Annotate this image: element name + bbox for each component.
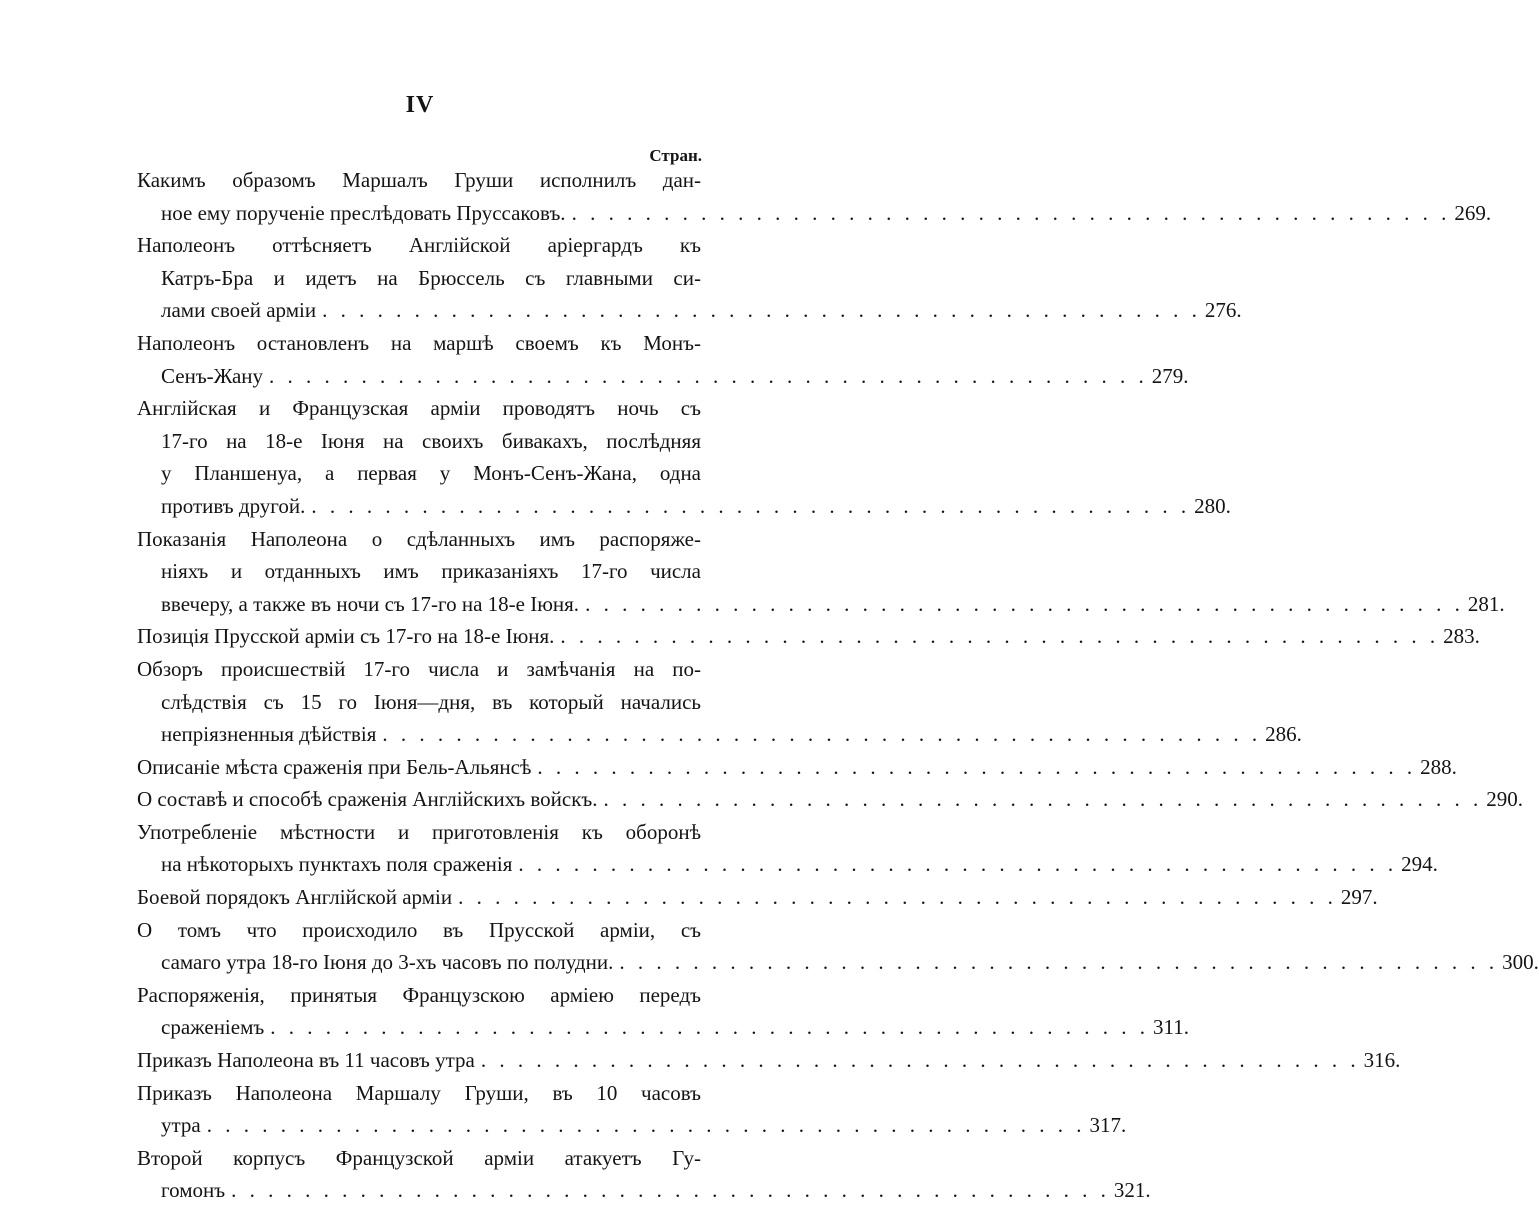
dot-leader: . . . . . . . . . . . . . . . . . . . . . . . . . . . . . . . . . . . . . . . . . . . . . . . .: [560, 624, 1440, 649]
toc-entry-last-line: [137, 1011, 1189, 1044]
toc-entry-line: у Планшенуа, а первая у Монъ-Сенъ-Жана, одна: [161, 461, 701, 486]
toc-page-number: 269.: [1454, 200, 1492, 225]
dot-leader: . . . . . . . . . . . . . . . . . . . . . . . . . . . . . . . . . . . . . . . . . . . . . . . .: [571, 200, 1451, 225]
toc-entry: [137, 783, 1524, 816]
toc-entry: [137, 229, 1242, 327]
dot-leader: . . . . . . . . . . . . . . . . . . . . . . . . . . . . . . . . . . . . . . . . . . . . . . . .: [311, 493, 1191, 518]
toc-entry-text: Позиція Прусской арміи съ 17-го на 18-е Іюня.: [137, 624, 555, 649]
dot-leader: . . . . . . . . . . . . . . . . . . . . . . . . . . . . . . . . . . . . . . . . . . . . . . . .: [518, 852, 1398, 877]
dot-leader: . . . . . . . . . . . . . . . . . . . . . . . . . . . . . . . . . . . . . . . . . . . . . . . .: [585, 591, 1464, 616]
toc-entry-line: Катръ-Бра и идетъ на Брюссель съ главными си-: [161, 265, 701, 290]
toc-entry: [137, 392, 1231, 522]
toc-entry-line: Наполеонъ остановленъ на маршѣ своемъ къ Монъ-: [137, 330, 701, 355]
toc-entry-last-line: [137, 783, 1524, 816]
toc-entry: [137, 164, 1492, 229]
toc-entry-line: Наполеонъ оттѣсняетъ Англійской аріергардъ къ: [137, 233, 701, 258]
toc-page-number: 286.: [1265, 722, 1302, 747]
toc-entry: [137, 1044, 1401, 1077]
toc-entry-text: самаго утра 18-го Іюня до 3-хъ часовъ по полудни.: [161, 950, 614, 975]
toc-entry-last-line: [137, 294, 1242, 327]
toc-entry-text: непріязненныя дѣйствія: [161, 722, 377, 747]
toc-page-number: 316.: [1363, 1048, 1401, 1073]
toc-entry-last-line: [137, 620, 1480, 653]
toc-entry: [137, 523, 1505, 621]
toc-entry-text: сраженіемъ: [161, 1015, 265, 1040]
toc-page-number: 297.: [1340, 885, 1378, 910]
toc-page-number: 311.: [1153, 1015, 1189, 1040]
dot-leader: . . . . . . . . . . . . . . . . . . . . . . . . . . . . . . . . . . . . . . . . . . . . . . . .: [458, 885, 1337, 910]
dot-leader: . . . . . . . . . . . . . . . . . . . . . . . . . . . . . . . . . . . . . . . . . . . . . . . .: [619, 950, 1499, 975]
toc-entry-last-line: [137, 1174, 1151, 1207]
toc-page-number: 280.: [1194, 493, 1231, 518]
toc-entry-last-line: [137, 718, 1302, 751]
dot-leader: . . . . . . . . . . . . . . . . . . . . . . . . . . . . . . . . . . . . . . . . . . . . . . . .: [231, 1178, 1110, 1203]
table-of-contents: [137, 164, 1539, 1207]
toc-entry-last-line: [137, 946, 1539, 979]
toc-entry-last-line: [137, 881, 1378, 914]
toc-entry: [137, 816, 1438, 881]
toc-entry-line: О томъ что происходило въ Прусской арміи, съ: [137, 917, 701, 942]
toc-entry: [137, 620, 1480, 653]
dot-leader: . . . . . . . . . . . . . . . . . . . . . . . . . . . . . . . . . . . . . . . . . . . . . . . .: [269, 363, 1148, 388]
dot-leader: . . . . . . . . . . . . . . . . . . . . . . . . . . . . . . . . . . . . . . . . . . . . . . . .: [480, 1048, 1360, 1073]
toc-page-number: 321.: [1113, 1178, 1151, 1203]
toc-entry-line: Употребленіе мѣстности и приготовленія къ оборонѣ: [137, 819, 701, 844]
toc-entry: [137, 1077, 1127, 1142]
toc-entry: [137, 881, 1378, 914]
toc-entry-last-line: [137, 588, 1505, 621]
dot-leader: . . . . . . . . . . . . . . . . . . . . . . . . . . . . . . . . . . . . . . . . . . . . . . . .: [382, 722, 1262, 747]
dot-leader: . . . . . . . . . . . . . . . . . . . . . . . . . . . . . . . . . . . . . . . . . . . . . . . .: [322, 298, 1201, 323]
toc-entry: [137, 914, 1539, 979]
toc-entry-line: Приказъ Наполеона Маршалу Груши, въ 10 часовъ: [137, 1080, 701, 1105]
dot-leader: . . . . . . . . . . . . . . . . . . . . . . . . . . . . . . . . . . . . . . . . . . . . . . . .: [603, 787, 1483, 812]
toc-entry-text: на нѣкоторыхъ пунктахъ поля сраженія: [161, 852, 513, 877]
toc-entry-last-line: [137, 197, 1492, 230]
dot-leader: . . . . . . . . . . . . . . . . . . . . . . . . . . . . . . . . . . . . . . . . . . . . . . . .: [206, 1113, 1086, 1138]
toc-page-number: 290.: [1486, 787, 1524, 812]
toc-entry: [137, 979, 1189, 1044]
toc-entry-text: ное ему порученіе преслѣдовать Пруссаковъ.: [161, 200, 566, 225]
toc-entry-text: противъ другой.: [161, 493, 306, 518]
toc-entry-line: Обзоръ происшествій 17-го числа и замѣчанія на по-: [137, 656, 701, 681]
toc-entry-text: лами своей арміи: [161, 298, 317, 323]
toc-entry-text: ввечеру, а также въ ночи съ 17-го на 18-е Іюня.: [161, 591, 580, 616]
toc-entry-text: Описаніе мѣста сраженія при Бель-Альянсѣ: [137, 754, 532, 779]
toc-entry: [137, 751, 1457, 784]
toc-page-number: 294.: [1401, 852, 1438, 877]
toc-entry-last-line: [137, 360, 1189, 393]
toc-page-number: 288.: [1420, 754, 1457, 779]
toc-entry-line: Второй корпусъ Французской арміи атакуетъ Гу-: [137, 1145, 701, 1170]
toc-page-number: 300.: [1502, 950, 1539, 975]
toc-entry-text: гомонъ: [161, 1178, 226, 1203]
toc-entry-line: Распоряженія, принятыя Французскою арміею передъ: [137, 982, 701, 1007]
dot-leader: . . . . . . . . . . . . . . . . . . . . . . . . . . . . . . . . . . . . . . . . . . . . . . . .: [270, 1015, 1149, 1040]
page-number: IV: [405, 92, 435, 118]
toc-entry-text: Сенъ-Жану: [161, 363, 264, 388]
toc-entry-last-line: [137, 848, 1438, 881]
toc-entry-line: Англійская и Французская арміи проводятъ ночь съ: [137, 396, 701, 421]
toc-entry: [137, 327, 1189, 392]
dot-leader: . . . . . . . . . . . . . . . . . . . . . . . . . . . . . . . . . . . . . . . . . . . . . . . .: [537, 754, 1417, 779]
page-column-header: Стран.: [649, 146, 702, 165]
toc-page-number: 279.: [1151, 363, 1189, 388]
toc-entry-text: утра: [161, 1113, 201, 1138]
toc-page-number: 276.: [1204, 298, 1242, 323]
toc-page-number: 317.: [1089, 1113, 1127, 1138]
toc-entry: [137, 1142, 1151, 1207]
toc-entry-text: О составѣ и способѣ сраженія Англійскихъ войскъ.: [137, 787, 598, 812]
toc-entry-line: Какимъ образомъ Маршалъ Груши исполнилъ дан-: [137, 168, 701, 192]
toc-entry-last-line: [137, 490, 1231, 523]
toc-entry-line: ніяхъ и отданныхъ имъ приказаніяхъ 17-го числа: [161, 559, 701, 584]
toc-entry-text: Боевой порядокъ Англійской арміи: [137, 885, 453, 910]
toc-entry-line: Показанія Наполеона о сдѣланныхъ имъ распоряже-: [137, 526, 701, 551]
toc-entry-last-line: [137, 1044, 1401, 1077]
toc-entry: [137, 653, 1302, 751]
toc-page-number: 281.: [1467, 591, 1505, 616]
toc-entry-last-line: [137, 1109, 1127, 1142]
toc-entry-last-line: [137, 751, 1457, 784]
toc-page-number: 283.: [1443, 624, 1480, 649]
toc-entry-line: 17-го на 18-е Іюня на своихъ бивакахъ, послѣдняя: [161, 428, 701, 453]
toc-entry-line: слѣдствія съ 15 го Іюня—дня, въ который начались: [161, 689, 701, 714]
toc-entry-text: Приказъ Наполеона въ 11 часовъ утра: [137, 1048, 475, 1073]
